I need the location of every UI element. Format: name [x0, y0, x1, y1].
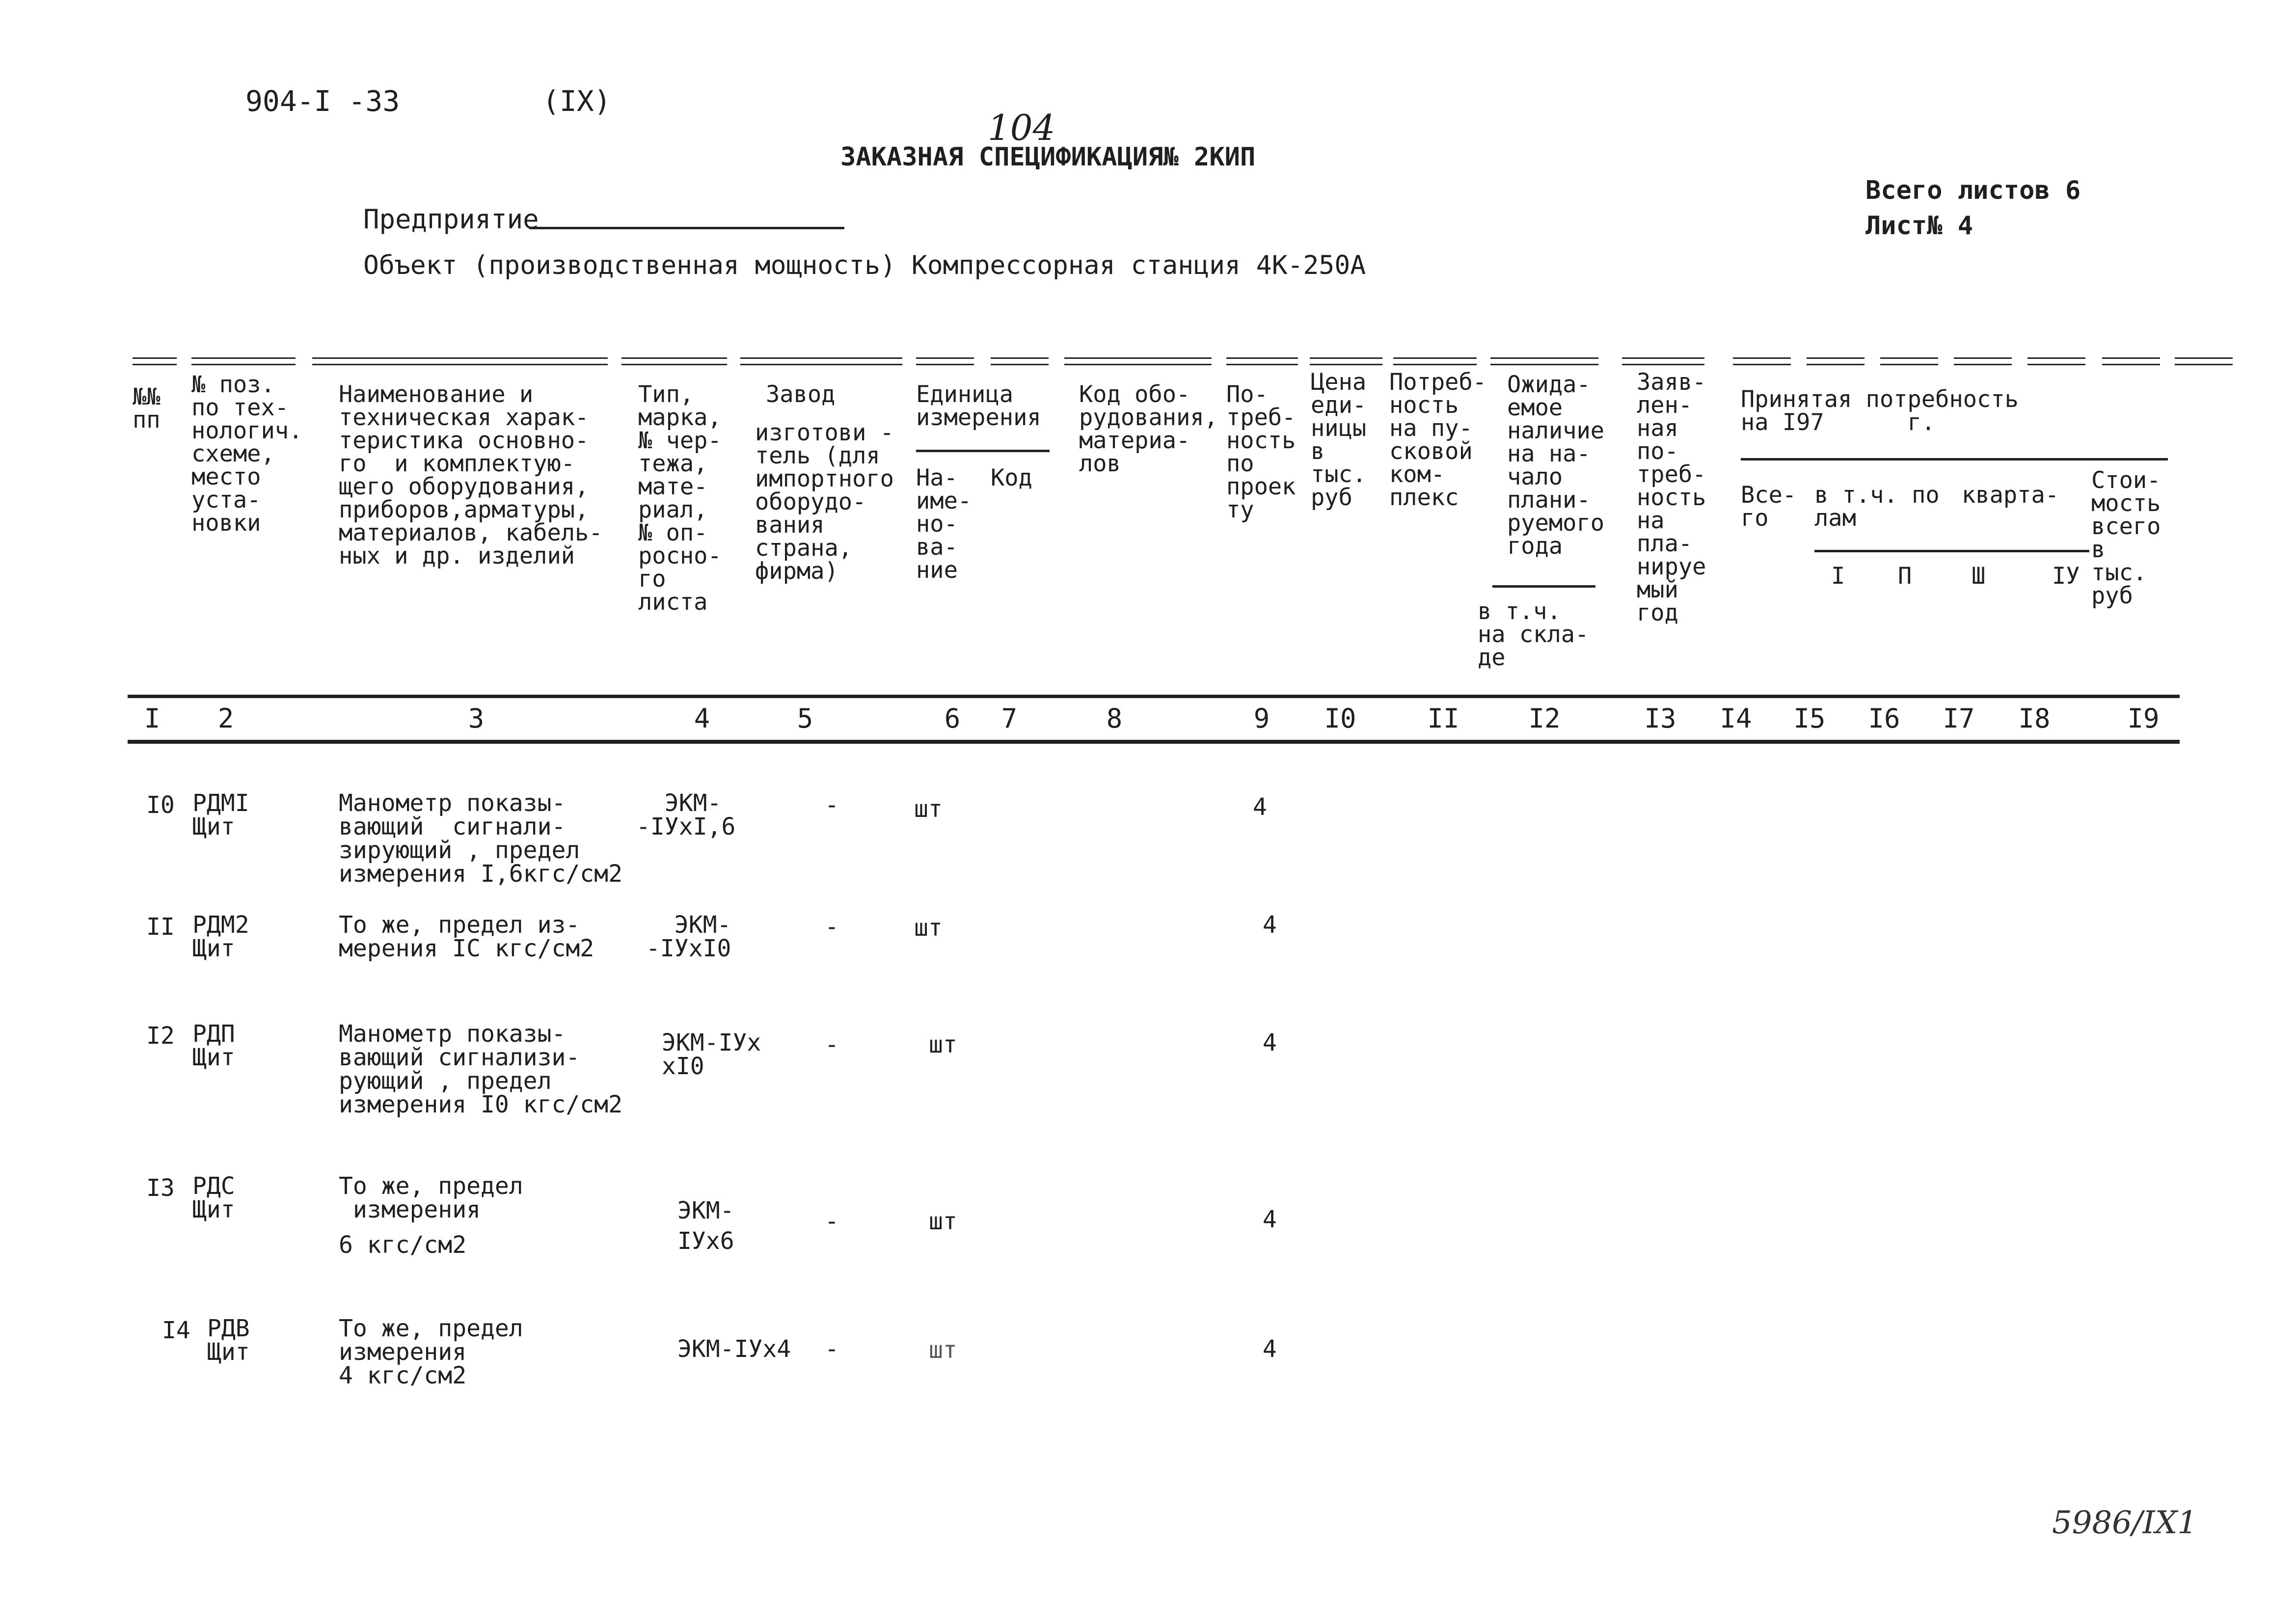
header-unit-price: Цена еди- ницы в тыс. руб [1311, 369, 1367, 511]
row-unit: шт [914, 795, 943, 823]
row-type: ЭКМ- IУх6 [677, 1197, 734, 1255]
row-position: РДМ2 Щит [192, 911, 249, 962]
header-quarter-3: Ш [1972, 563, 1986, 590]
row-position: РДП Щит [192, 1020, 235, 1071]
column-number-13: I3 [1644, 703, 1676, 734]
row-name: То же, предел из- мерения IС кгс/см2 [339, 911, 594, 962]
row-quantity: 4 [1253, 793, 1267, 821]
column-number-18: I8 [2018, 703, 2051, 734]
row-number: II [146, 913, 175, 941]
row-unit: шт [929, 1031, 957, 1058]
column-number-11: II [1427, 703, 1459, 734]
row-name-continued: 6 кгс/см2 [339, 1231, 467, 1259]
column-number-9: 9 [1253, 703, 1270, 734]
header-maker-detail: изготови - тель (для импортного оборудо- вания страна, фирма) [755, 419, 894, 585]
row-unit: шт [929, 1336, 957, 1364]
row-type: ЭКМ-IУх4 [677, 1335, 791, 1363]
header-quarter-2: П [1898, 563, 1912, 590]
sheet-number: Лист№ 4 [1865, 211, 1973, 241]
document-title: ЗАКАЗНАЯ СПЕЦИФИКАЦИЯ№ 2КИП [840, 142, 1256, 172]
column-number-7: 7 [1001, 703, 1018, 734]
footer-handwritten-mark: 5986/IX1 [2052, 1505, 2197, 1541]
row-maker: - [825, 791, 839, 819]
row-number: I3 [146, 1174, 175, 1202]
row-type: ЭКМ-IУх хI0 [662, 1029, 761, 1080]
header-accepted-divider [1741, 458, 2168, 460]
header-quarter-1: I [1831, 563, 1845, 590]
header-equipment-code: Код обо- рудования, материа- лов [1079, 381, 1218, 477]
section-number: (IX) [542, 84, 611, 118]
row-quantity: 4 [1263, 1029, 1277, 1056]
column-number-2: 2 [217, 703, 234, 734]
handwritten-page-number: 104 [988, 107, 1055, 148]
header-type: Тип, марка, № чер- тежа, мате- риал, № оп- росно- го листа [638, 381, 722, 616]
column-number-1: I [144, 703, 161, 734]
header-unit: Единица измерения [916, 381, 1041, 431]
row-quantity: 4 [1263, 1335, 1277, 1363]
row-position: РДВ Щит [207, 1315, 250, 1366]
row-number: I0 [146, 791, 175, 819]
column-number-14: I4 [1720, 703, 1752, 734]
header-quarter-4: IУ [2052, 563, 2080, 590]
row-name: Манометр показы- вающий сигнали- зирующий , предел измерения I,6кгс/см2 [339, 789, 622, 888]
column-number-4: 4 [694, 703, 710, 734]
column-number-19: I9 [2127, 703, 2160, 734]
row-name: Манометр показы- вающий сигнализи- рующий , предел измерения I0 кгс/см2 [339, 1020, 622, 1118]
header-project-need: По- треб- ность по проек ту [1226, 381, 1296, 523]
row-quantity: 4 [1263, 1206, 1277, 1233]
column-number-10: I0 [1324, 703, 1356, 734]
header-unit-name: На- име- но- ва- ние [916, 464, 972, 584]
header-row-number: №№ пп [133, 383, 161, 433]
column-number-8: 8 [1106, 703, 1123, 734]
header-quarters: в т.ч. по лам [1814, 482, 1940, 532]
row-type: ЭКМ- -IУхI0 [646, 911, 731, 962]
object-line: Объект (производственная мощность) Компрессорная станция 4К-250А [363, 250, 1366, 280]
column-number-5: 5 [797, 703, 813, 734]
header-total: Все- го [1741, 482, 1797, 532]
column-number-15: I5 [1793, 703, 1826, 734]
row-unit: шт [929, 1208, 957, 1235]
header-maker: Завод [766, 381, 836, 408]
header-accepted-need: Принятая потребность на I97 г. [1741, 386, 2019, 436]
header-position: № поз. по тех- нологич. схеме, место уста- новки [191, 371, 303, 537]
header-unit-code: Код [991, 464, 1032, 491]
total-sheets: Всего листов 6 [1865, 176, 2081, 205]
header-total-cost: Стои- мость всего в тыс. руб [2091, 467, 2161, 609]
row-maker: - [825, 913, 839, 941]
row-position: РДМI Щит [192, 789, 249, 840]
column-number-3: 3 [468, 703, 485, 734]
column-number-6: 6 [944, 703, 961, 734]
enterprise-underline [529, 227, 844, 229]
header-quarters-divider [1814, 550, 2089, 552]
column-number-12: I2 [1528, 703, 1561, 734]
header-in-warehouse: в т.ч. на скла- де [1478, 598, 1589, 671]
header-startup-need: Потреб- ность на пу- сковой ком- плекс [1389, 369, 1487, 511]
row-type: ЭКМ- -IУхI,6 [636, 789, 736, 840]
header-quarters-tail: кварта- [1962, 482, 2059, 509]
header-unit-divider [916, 450, 1050, 452]
row-number: I2 [146, 1022, 175, 1050]
header-declared-need: Заяв- лен- ная по- треб- ность на пла- нируе мый год [1637, 369, 1706, 626]
header-stock-divider [1492, 585, 1595, 588]
row-name: То же, предел измерения 4 кгс/см2 [339, 1315, 523, 1389]
enterprise-label: Предприятие [363, 204, 539, 235]
header-expected-stock: Ожида- емое наличие на на- чало плани- руемого года [1507, 371, 1605, 560]
row-name: То же, предел измерения [339, 1172, 523, 1223]
row-unit: шт [914, 914, 943, 942]
column-numbers-bottom-rule [128, 740, 2180, 744]
column-numbers-top-rule [128, 695, 2180, 698]
header-name: Наименование и техническая харак- теристика основно- го и комплектую- щего оборудования, приборов,арматуры, материалов, кабель- ных и др. изделий [339, 381, 603, 569]
row-number: I4 [162, 1317, 190, 1344]
row-maker: - [825, 1208, 839, 1235]
row-maker: - [825, 1031, 839, 1058]
column-number-17: I7 [1943, 703, 1975, 734]
column-number-16: I6 [1868, 703, 1900, 734]
row-position: РДС Щит [192, 1172, 235, 1223]
row-quantity: 4 [1263, 911, 1277, 939]
document-code: 904-I -33 [245, 84, 400, 118]
row-maker: - [825, 1335, 839, 1363]
